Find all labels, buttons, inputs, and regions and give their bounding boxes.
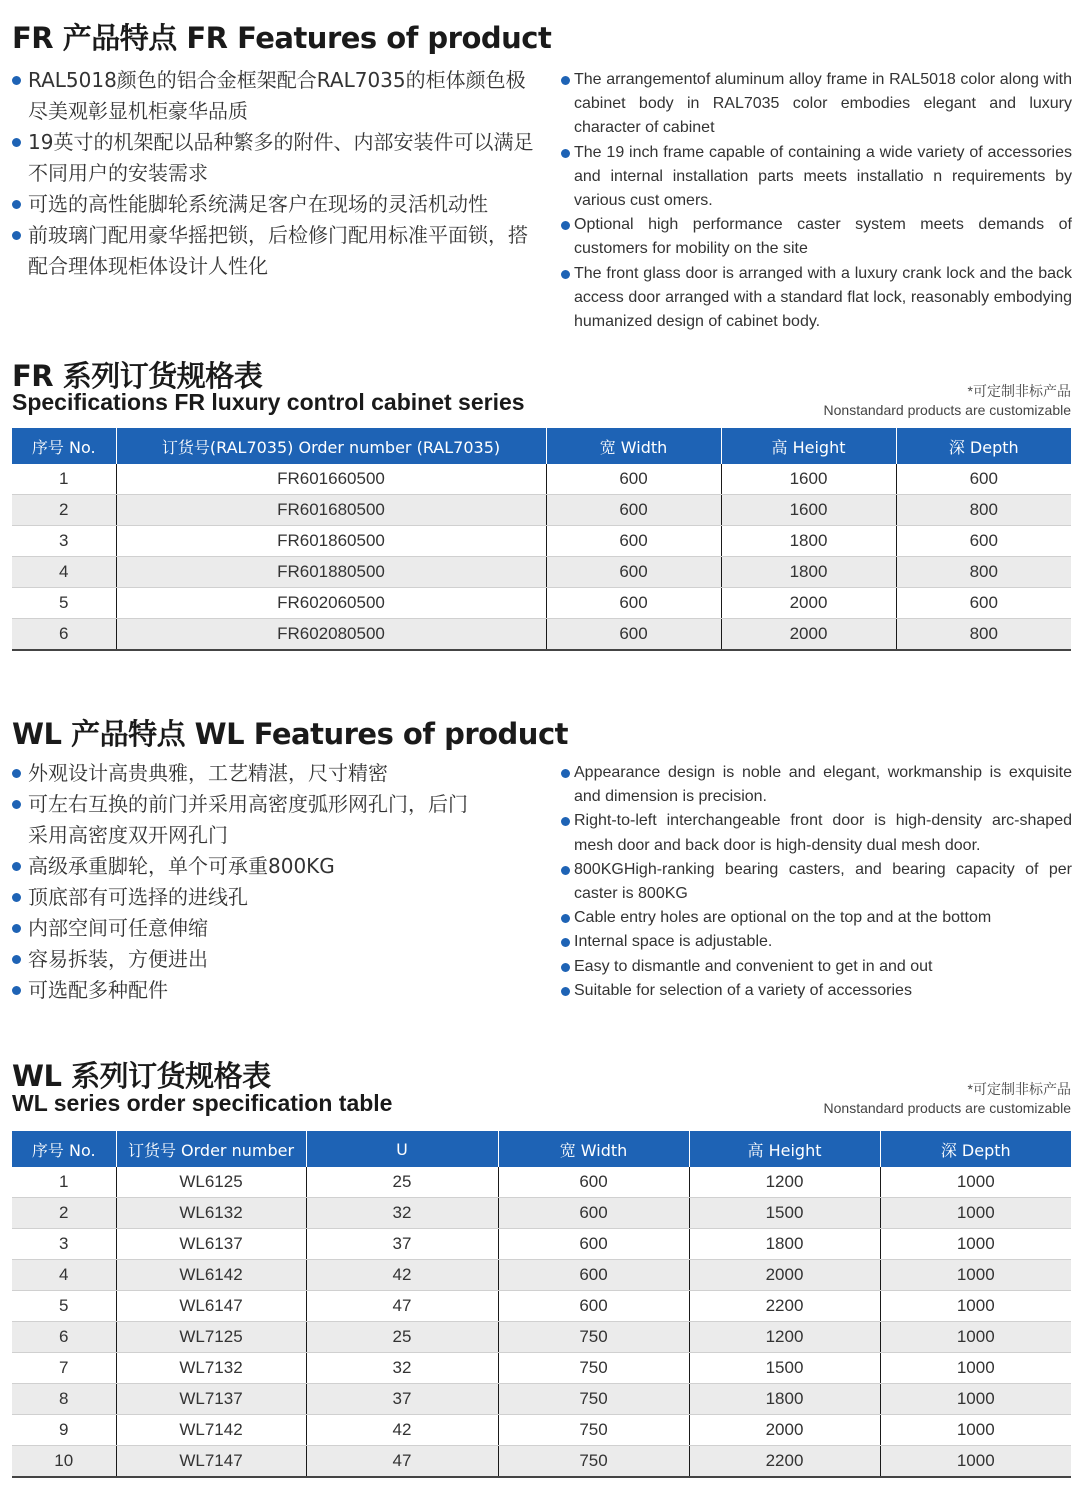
cell: 2000: [689, 1260, 880, 1291]
cell: 3: [12, 1229, 116, 1260]
bullet-icon: [12, 769, 21, 778]
list-item: 800KGHigh-ranking bearing casters, and bearing capacity of per caster is 800KG: [560, 858, 1072, 906]
list-item: Right-to-left interchangeable front door is high-density arc-shaped mesh door and back door is high-density dual mesh door.: [560, 809, 1072, 857]
cell: FR601860500: [116, 526, 546, 557]
cell: 6: [12, 1322, 116, 1353]
bullet-icon: [561, 963, 570, 972]
fr-table-title-en: Specifications FR luxury control cabinet series: [12, 389, 525, 415]
note-cn: *可定制非标产品: [967, 383, 1071, 399]
cell: 800: [896, 619, 1071, 651]
cell: 1600: [721, 495, 896, 526]
table-header-row: [12, 428, 1071, 464]
cell: 1500: [689, 1353, 880, 1384]
table-row: [12, 1353, 1071, 1384]
cell: 800: [896, 557, 1071, 588]
list-item: 高级承重脚轮，单个可承重800KG: [10, 851, 480, 882]
cell: 32: [306, 1198, 498, 1229]
col-header-order-number: 订货号 Order number: [116, 1131, 306, 1167]
table-row: [12, 1167, 1071, 1198]
cell: 25: [306, 1167, 498, 1198]
bullet-icon: [12, 800, 21, 809]
col-header-u: U: [306, 1131, 498, 1167]
cell: WL6147: [116, 1291, 306, 1322]
bullet-icon: [561, 914, 570, 923]
cell: FR601880500: [116, 557, 546, 588]
wl-table-title-cn: WL 系列订货规格表: [12, 1059, 271, 1093]
cell: FR602080500: [116, 619, 546, 651]
list-item: Optional high performance caster system meets demands of customers for mobility on the site: [560, 213, 1072, 261]
cell: 1000: [880, 1198, 1071, 1229]
cell: 1000: [880, 1446, 1071, 1478]
list-item: 19英寸的机架配以品种繁多的附件、内部安装件可以满足不同用户的安装需求: [10, 127, 545, 189]
cell: 7: [12, 1353, 116, 1384]
cell: 600: [546, 495, 721, 526]
cell: WL7132: [116, 1353, 306, 1384]
list-item: The arrangementof aluminum alloy frame in RAL5018 color along with cabinet body in RAL7035 color embodies elegant and luxury character of cabinet: [560, 68, 1072, 141]
table-row: [12, 1229, 1071, 1260]
cell: 42: [306, 1260, 498, 1291]
cell: 1600: [721, 464, 896, 495]
cell: 1000: [880, 1260, 1071, 1291]
fr-spec-table: [12, 428, 1071, 651]
cell: 1: [12, 1167, 116, 1198]
list-item: 前玻璃门配用豪华摇把锁，后检修门配用标准平面锁，搭配合理体现柜体设计人性化: [10, 220, 545, 282]
cell: 8: [12, 1384, 116, 1415]
wl-features-cn-list: [10, 758, 480, 1006]
col-header-no: 序号 No.: [12, 428, 116, 464]
table-row: [12, 588, 1071, 619]
table-row: [12, 1415, 1071, 1446]
cell: 1000: [880, 1353, 1071, 1384]
bullet-icon: [561, 769, 570, 778]
cell: WL6142: [116, 1260, 306, 1291]
fr-features-en-list: [560, 68, 1072, 334]
cell: 600: [498, 1167, 689, 1198]
cell: 1200: [689, 1322, 880, 1353]
cell: 600: [546, 588, 721, 619]
col-header-depth: 深 Depth: [896, 428, 1071, 464]
wl-spec-table: [12, 1131, 1071, 1478]
cell: 1000: [880, 1167, 1071, 1198]
cell: 1000: [880, 1291, 1071, 1322]
bullet-icon: [12, 955, 21, 964]
cell: 1000: [880, 1415, 1071, 1446]
cell: 6: [12, 619, 116, 651]
cell: 1: [12, 464, 116, 495]
cell: 2000: [721, 588, 896, 619]
bullet-icon: [12, 231, 21, 240]
table-header-row: [12, 1131, 1071, 1167]
cell: 750: [498, 1322, 689, 1353]
cell: 600: [498, 1229, 689, 1260]
cell: 32: [306, 1353, 498, 1384]
wl-features-title: WL 产品特点 WL Features of product: [12, 717, 569, 751]
cell: FR601660500: [116, 464, 546, 495]
cell: 600: [498, 1198, 689, 1229]
col-header-no: 序号 No.: [12, 1131, 116, 1167]
list-item: Suitable for selection of a variety of accessories: [560, 979, 1072, 1003]
cell: WL6137: [116, 1229, 306, 1260]
col-header-width: 宽 Width: [498, 1131, 689, 1167]
cell: 600: [896, 464, 1071, 495]
bullet-icon: [561, 938, 570, 947]
cell: 1000: [880, 1384, 1071, 1415]
fr-features-cn-list: [10, 65, 545, 282]
cell: 1800: [721, 526, 896, 557]
cell: 1000: [880, 1229, 1071, 1260]
cell: 1800: [721, 557, 896, 588]
list-item: 可选的高性能脚轮系统满足客户在现场的灵活机动性: [10, 189, 545, 220]
list-item: 外观设计高贵典雅，工艺精湛，尺寸精密: [10, 758, 480, 789]
bullet-icon: [561, 987, 570, 996]
list-item: 可左右互换的前门并采用高密度弧形网孔门，后门采用高密度双开网孔门: [10, 789, 480, 851]
col-header-order-number: 订货号(RAL7035) Order number (RAL7035): [116, 428, 546, 464]
cell: 750: [498, 1384, 689, 1415]
list-item: Appearance design is noble and elegant, workmanship is exquisite and dimension is precision.: [560, 761, 1072, 809]
cell: 1000: [880, 1322, 1071, 1353]
cell: 600: [896, 526, 1071, 557]
list-item: 内部空间可任意伸缩: [10, 913, 480, 944]
wl-features-en-list: [560, 761, 1072, 1003]
cell: 10: [12, 1446, 116, 1478]
list-item: Easy to dismantle and convenient to get in and out: [560, 955, 1072, 979]
cell: 47: [306, 1291, 498, 1322]
cell: 37: [306, 1229, 498, 1260]
list-item: The 19 inch frame capable of containing a wide variety of accessories and internal installation parts meets installatio n requirements by various cust omers.: [560, 141, 1072, 214]
fr-features-title: FR 产品特点 FR Features of product: [12, 21, 552, 55]
wl-table-title-en: WL series order specification table: [12, 1090, 393, 1116]
cell: 37: [306, 1384, 498, 1415]
list-item: Internal space is adjustable.: [560, 930, 1072, 954]
cell: 25: [306, 1322, 498, 1353]
cell: WL7142: [116, 1415, 306, 1446]
cell: 600: [498, 1291, 689, 1322]
table-row: [12, 526, 1071, 557]
cell: WL7125: [116, 1322, 306, 1353]
cell: 2200: [689, 1446, 880, 1478]
wl-table-note: [824, 1080, 1071, 1118]
cell: 750: [498, 1353, 689, 1384]
col-header-height: 高 Height: [689, 1131, 880, 1167]
cell: FR602060500: [116, 588, 546, 619]
list-item: RAL5018颜色的铝合金框架配合RAL7035的柜体颜色极尽美观彰显机柜豪华品质: [10, 65, 545, 127]
cell: 5: [12, 588, 116, 619]
cell: 600: [498, 1260, 689, 1291]
cell: WL6125: [116, 1167, 306, 1198]
note-en: Nonstandard products are customizable: [823, 1100, 1071, 1116]
bullet-icon: [561, 817, 570, 826]
cell: 800: [896, 495, 1071, 526]
bullet-icon: [561, 866, 570, 875]
bullet-icon: [12, 138, 21, 147]
fr-table-note: [824, 382, 1071, 420]
cell: 2200: [689, 1291, 880, 1322]
table-row: [12, 1322, 1071, 1353]
cell: 5: [12, 1291, 116, 1322]
bullet-icon: [12, 893, 21, 902]
list-item: 容易拆装，方便进出: [10, 944, 480, 975]
table-row: [12, 1446, 1071, 1478]
bullet-icon: [12, 862, 21, 871]
cell: 3: [12, 526, 116, 557]
cell: 9: [12, 1415, 116, 1446]
cell: WL7147: [116, 1446, 306, 1478]
bullet-icon: [561, 221, 570, 230]
bullet-icon: [561, 270, 570, 279]
note-en: Nonstandard products are customizable: [823, 402, 1071, 418]
col-header-depth: 深 Depth: [880, 1131, 1071, 1167]
cell: 2000: [689, 1415, 880, 1446]
table-row: [12, 619, 1071, 651]
cell: FR601680500: [116, 495, 546, 526]
cell: 1500: [689, 1198, 880, 1229]
bullet-icon: [12, 924, 21, 933]
bullet-icon: [12, 200, 21, 209]
col-header-width: 宽 Width: [546, 428, 721, 464]
list-item: Cable entry holes are optional on the top and at the bottom: [560, 906, 1072, 930]
cell: 750: [498, 1415, 689, 1446]
cell: 42: [306, 1415, 498, 1446]
table-row: [12, 495, 1071, 526]
table-row: [12, 1291, 1071, 1322]
cell: 750: [498, 1446, 689, 1478]
cell: 600: [546, 619, 721, 651]
cell: WL7137: [116, 1384, 306, 1415]
cell: 4: [12, 1260, 116, 1291]
cell: 600: [546, 526, 721, 557]
cell: 2: [12, 1198, 116, 1229]
cell: 4: [12, 557, 116, 588]
table-row: [12, 1384, 1071, 1415]
cell: 600: [896, 588, 1071, 619]
cell: 1800: [689, 1229, 880, 1260]
fr-table-title-cn: FR 系列订货规格表: [12, 359, 263, 393]
list-item: The front glass door is arranged with a luxury crank lock and the back access door arranged with a standard flat lock, reasonably embodying humanized design of cabinet body.: [560, 262, 1072, 335]
list-item: 可选配多种配件: [10, 975, 480, 1006]
table-row: [12, 1198, 1071, 1229]
cell: 2000: [721, 619, 896, 651]
cell: 1800: [689, 1384, 880, 1415]
list-item: 顶底部有可选择的进线孔: [10, 882, 480, 913]
cell: 600: [546, 557, 721, 588]
table-row: [12, 1260, 1071, 1291]
bullet-icon: [561, 76, 570, 85]
bullet-icon: [561, 149, 570, 158]
note-cn: *可定制非标产品: [967, 1081, 1071, 1097]
table-row: [12, 464, 1071, 495]
bullet-icon: [12, 986, 21, 995]
bullet-icon: [12, 76, 21, 85]
col-header-height: 高 Height: [721, 428, 896, 464]
cell: WL6132: [116, 1198, 306, 1229]
cell: 2: [12, 495, 116, 526]
table-row: [12, 557, 1071, 588]
cell: 600: [546, 464, 721, 495]
cell: 1200: [689, 1167, 880, 1198]
cell: 47: [306, 1446, 498, 1478]
